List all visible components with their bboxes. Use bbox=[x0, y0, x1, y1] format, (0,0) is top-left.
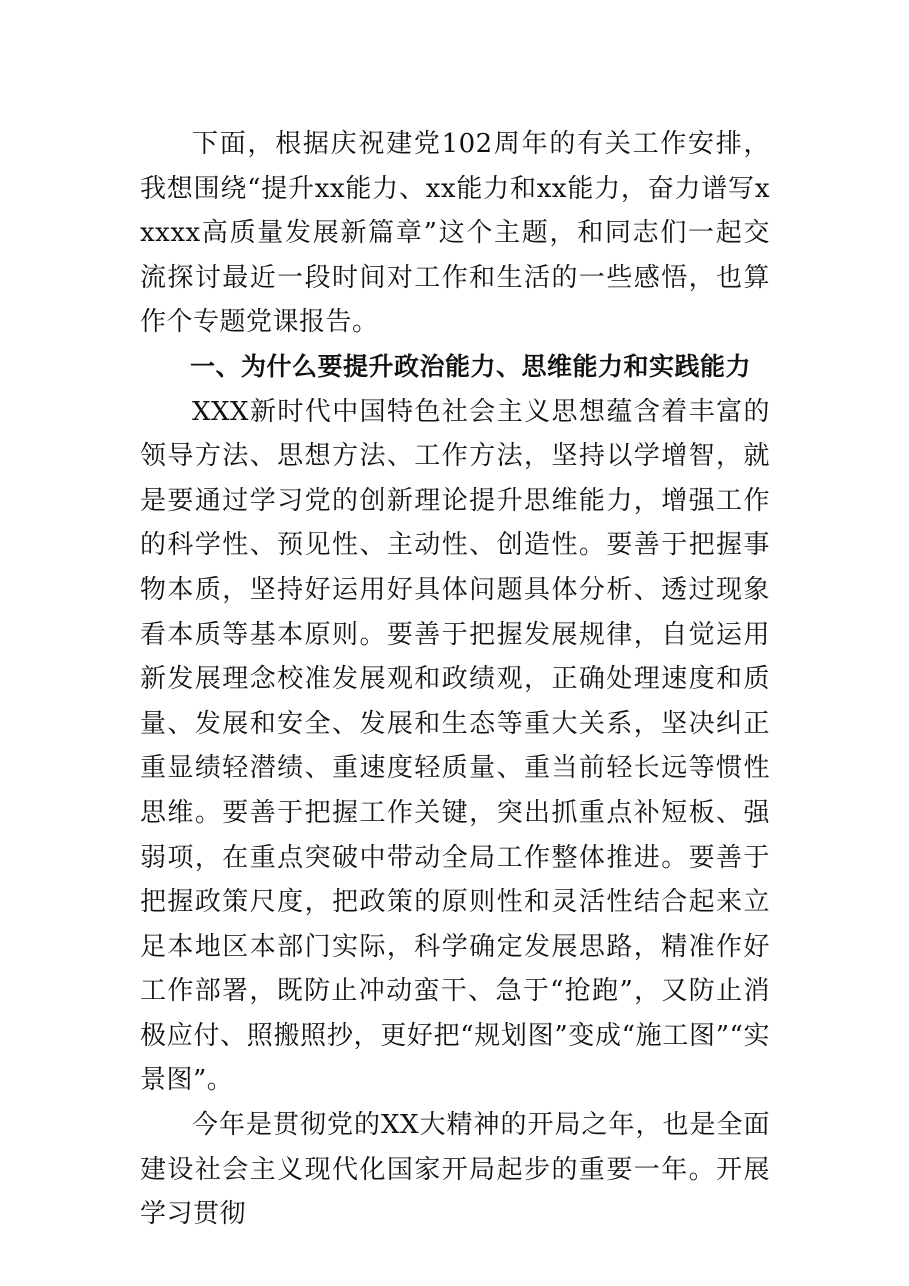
body-paragraph-1: XXX新时代中国特色社会主义思想蕴含着丰富的领导方法、思想方法、工作方法，坚持以学增智，就是要通过学习党的创新理论提升思维能力，增强工作的科学性、预见性、主动性、创造性。要善于把握事物本质，坚持好运用好具体问题具体分析、透过现象看本质等基本原则。要善于把握发展规律，自觉运用新发展理念校准发展观和政绩观，正确处理速度和质量、发展和安全、发展和生态等重大关系，坚决纠正重显绩轻潜绩、重速度轻质量、重当前轻长远等惯性思维。要善于把握工作关键，突出抓重点补短板、强弱项，在重点突破中带动全局工作整体推进。要善于把握政策尺度，把政策的原则性和灵活性结合起来立足本地区本部门实际，科学确定发展思路，精准作好工作部署，既防止冲动蛮干、急于“抢跑”，又防止消极应付、照搬照抄，更好把“规划图”变成“施工图”“实景图”。 bbox=[140, 396, 770, 1096]
section-heading: 一、为什么要提升政治能力、思维能力和实践能力 bbox=[190, 351, 752, 381]
intro-paragraph: 下面，根据庆祝建党102周年的有关工作安排，我想围绕“提升xx能力、xx能力和xx能力，奋力谱写xxxxx高质量发展新篇章”这个主题，和同志们一起交流探讨最近一段时间对工作和生活的一些感悟，也算作个专题党课报告。 bbox=[140, 129, 770, 338]
body-paragraph-2: 今年是贯彻党的XX大精神的开局之年，也是全面建设社会主义现代化国家开局起步的重要一年。开展学习贯彻 bbox=[140, 1110, 770, 1230]
document-body bbox=[140, 122, 770, 1237]
